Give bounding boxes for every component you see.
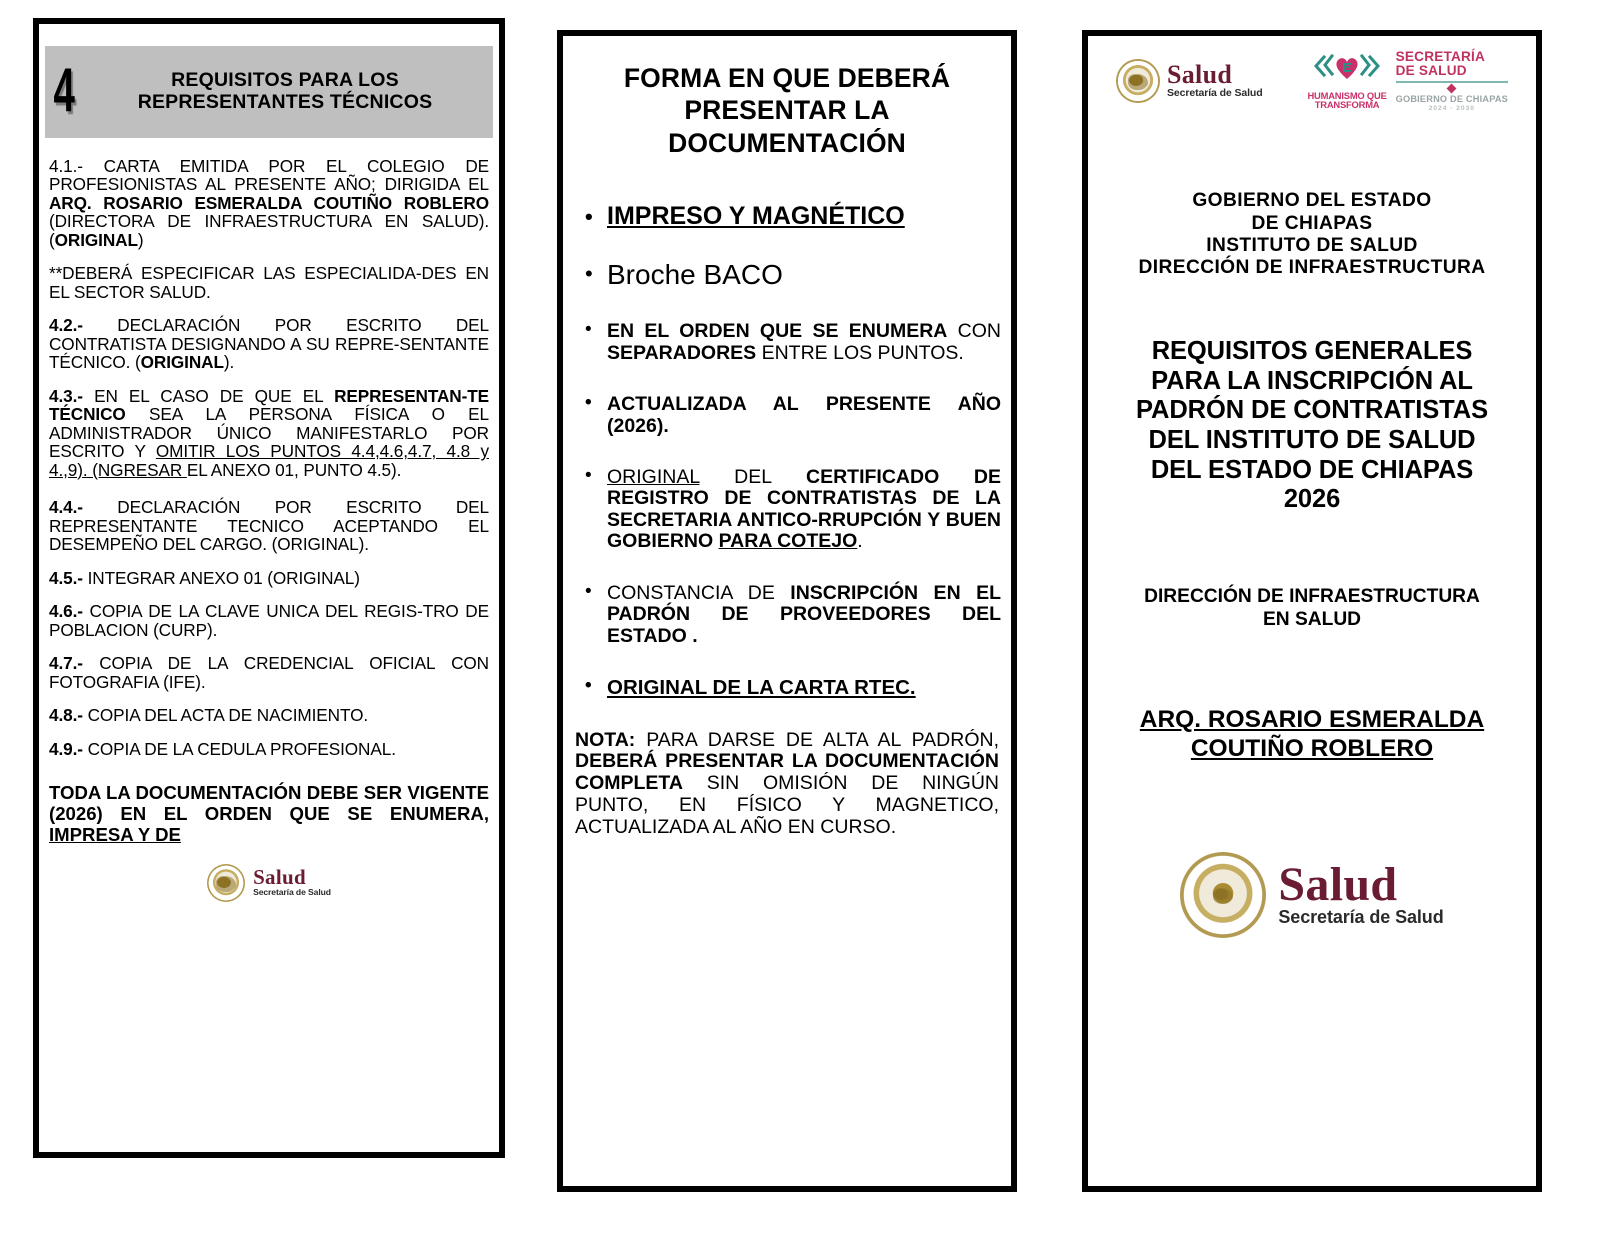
item-4-6-text: COPIA DE LA CLAVE UNICA DEL REGIS-TRO DE POBLACION (CURP). <box>49 601 489 640</box>
mexican-eagle-emblem-icon <box>1180 852 1266 938</box>
nota-label: NOTA: <box>575 728 636 751</box>
org-line-1: GOBIERNO DEL ESTADO <box>1192 190 1432 212</box>
bullet-original-carta-rtec: • ORIGINAL DE LA CARTA RTEC. <box>573 677 1001 700</box>
bullet-para-cotejo: PARA COTEJO <box>718 530 858 553</box>
item-4-1-original: ORIGINAL <box>54 229 138 250</box>
bullet-orden-bold-a: EN EL ORDEN QUE SE ENUMERA <box>607 320 948 343</box>
nota-text-bold: DEBERÁ PRESENTAR LA DOCUMENTACIÓN COMPLETA <box>575 750 999 795</box>
item-4-8 <box>49 706 489 724</box>
bullet-orden-enumera <box>573 321 1001 364</box>
panel-2-title <box>589 62 985 159</box>
brochure-main-title <box>1102 337 1522 514</box>
bullet-constancia-bold: INSCRIPCIÓN EN EL PADRÓN DE PROVEEDORES DEL ESTADO . <box>607 581 1001 647</box>
direccion-block <box>1112 585 1512 631</box>
section-header-4 <box>45 46 493 138</box>
panel-3-content <box>1088 36 1536 1186</box>
bullet-broche-baco: • Broche BACO <box>573 260 1001 291</box>
salud-wordmark: Salud <box>253 865 306 890</box>
mexican-eagle-emblem-icon <box>207 864 245 902</box>
closing-underlined: IMPRESA Y DE <box>49 823 181 845</box>
item-4-2-text-b: ). <box>223 352 235 373</box>
item-4-9-text: COPIA DE LA CEDULA PROFESIONAL. <box>82 738 396 759</box>
chiapas-heart-icon <box>1312 53 1382 89</box>
panel-portada <box>1082 30 1542 1192</box>
item-4-4-text: DECLARACIÓN POR ESCRITO DEL REPRESENTANTE TECNICO ACEPTANDO EL DESEMPEÑO DEL CARGO. (ORIGINAL). <box>49 497 489 555</box>
panel-1-content <box>39 24 499 1152</box>
org-line-3: INSTITUTO DE SALUD <box>1206 234 1418 256</box>
org-line-2: DE CHIAPAS <box>1251 212 1373 234</box>
bullet-original-word: ORIGINAL <box>607 466 700 489</box>
salud-logo-text <box>253 865 331 898</box>
humanismo-text <box>1307 91 1386 110</box>
bullet-constancia-padron <box>573 583 1001 647</box>
item-4-5 <box>49 569 489 587</box>
main-title-year: 2026 <box>1283 485 1341 514</box>
secretaria-line-2: DE SALUD <box>1395 63 1467 79</box>
salud-subtitle: Secretaría de Salud <box>253 887 331 898</box>
diamond-dot-icon <box>1447 84 1457 94</box>
item-4-2-number: 4.2.- <box>49 315 83 336</box>
item-4-6-number: 4.6.- <box>49 601 83 622</box>
salud-wordmark: Salud <box>1278 857 1398 911</box>
bullet-orden-tail: ENTRE LOS PUNTOS. <box>756 341 964 364</box>
bullet-orden-separadores: SEPARADORES <box>607 341 757 364</box>
item-4-5-number: 4.5.- <box>49 567 83 588</box>
secretaria-salud-chiapas-text <box>1396 50 1508 112</box>
item-4-1-name: ARQ. ROSARIO ESMERALDA COUTIÑO ROBLERO <box>49 192 489 213</box>
item-4-9-number: 4.9.- <box>49 738 83 759</box>
main-title-line-5: DEL ESTADO DE CHIAPAS <box>1150 455 1474 484</box>
bullet-original-certificado <box>573 467 1001 553</box>
salud-logo-header <box>1116 59 1263 103</box>
salud-subtitle: Secretaría de Salud <box>1167 86 1263 99</box>
item-4-2-original: ORIGINAL <box>140 352 224 373</box>
item-4-3-rep-tecnico: REPRESENTAN-TE TÉCNICO <box>49 385 489 425</box>
note-especialidades: **DEBERÁ ESPECIFICAR LAS ESPECIALIDA-DES EN EL SECTOR SALUD. <box>49 263 489 302</box>
item-4-3-text-a: EN EL CASO DE QUE EL <box>82 385 335 406</box>
header-logos <box>1098 36 1526 112</box>
main-title-line-2: PARA LA INSCRIPCIÓN AL <box>1151 366 1473 395</box>
nota-block <box>575 730 999 839</box>
bullet-constancia-text: CONSTANCIA DE <box>607 581 791 604</box>
chiapas-logo-header <box>1307 50 1508 112</box>
nota-text-a: PARA DARSE DE ALTA AL PADRÓN, <box>635 728 999 751</box>
item-4-5-text: INTEGRAR ANEXO 01 (ORIGINAL) <box>82 567 360 588</box>
years-range: 2024 - 2030 <box>1428 105 1475 113</box>
direccion-line-2: EN SALUD <box>1262 608 1362 630</box>
direccion-line-1: DIRECCIÓN DE INFRAESTRUCTURA <box>1144 585 1480 607</box>
director-name-line-2: COUTIÑO ROBLERO <box>1190 735 1434 763</box>
salud-subtitle: Secretaría de Salud <box>1278 906 1444 927</box>
panel-2-content <box>563 36 1011 1186</box>
item-4-2-text-a: DECLARACIÓN POR ESCRITO DEL CONTRATISTA DESIGNANDO A SU REPRE-SENTANTE TÉCNICO. ( <box>49 315 489 373</box>
main-title-line-4: DEL INSTITUTO DE SALUD <box>1148 426 1476 455</box>
mexican-eagle-emblem-icon <box>1116 59 1160 103</box>
section-title-line-2: REPRESENTANTES TÉCNICOS <box>137 91 433 113</box>
item-4-3-text-b: SEA LA PERSONA FÍSICA O EL ADMINISTRADOR ÚNICO MANIFESTARLO POR ESCRITO Y <box>49 404 489 462</box>
main-title-line-3: PADRÓN DE CONTRATISTAS <box>1136 396 1488 425</box>
salud-logo-text <box>1278 857 1444 927</box>
panel-requisitos-representantes-tecnicos <box>33 18 505 1158</box>
secretaria-line-1: SECRETARÍA <box>1395 49 1485 64</box>
main-title-line-1: REQUISITOS GENERALES <box>1151 337 1473 366</box>
organization-block <box>1104 190 1520 279</box>
item-4-3 <box>49 387 489 479</box>
item-4-1-text-c: ) <box>137 229 144 250</box>
humanismo-line-2: TRANSFORMA <box>1314 99 1380 111</box>
item-4-3-underlined: OMITIR LOS PUNTOS 4.4,4.6,4.7, 4.8 y 4.,9). (NGRESAR <box>49 441 489 480</box>
item-4-1 <box>49 157 489 249</box>
section-number: 4 <box>53 55 74 125</box>
bullet-original-period: . <box>857 530 863 553</box>
closing-text: TODA LA DOCUMENTACIÓN DEBE SER VIGENTE (2026) EN EL ORDEN QUE SE ENUMERA, <box>49 782 489 824</box>
item-4-3-text-c: EL ANEXO 01, PUNTO 4.5). <box>186 459 402 480</box>
item-4-7-text: COPIA DE LA CREDENCIAL OFICIAL CON FOTOGRAFIA (IFE). <box>49 653 489 692</box>
item-4-9 <box>49 740 489 758</box>
requirements-list <box>573 203 1001 700</box>
director-name-line-1: ARQ. ROSARIO ESMERALDA <box>1139 705 1485 733</box>
closing-statement <box>49 783 489 845</box>
panel-2-title-line-3: DOCUMENTACIÓN <box>668 127 906 158</box>
item-4-4-number: 4.4.- <box>49 497 83 518</box>
section-title <box>101 69 487 113</box>
item-4-4 <box>49 498 489 553</box>
director-name-block <box>1108 705 1516 764</box>
item-4-6 <box>49 602 489 639</box>
bullet-orden-con: CON <box>947 320 1001 343</box>
item-4-8-text: COPIA DEL ACTA DE NACIMIENTO. <box>82 705 369 726</box>
humanismo-que-transforma-logo <box>1307 53 1386 110</box>
bullet-impreso-magnetico: • IMPRESO Y MAGNÉTICO <box>573 203 1001 231</box>
bullet-certificado-bold: CERTIFICADO DE REGISTRO DE CONTRATISTAS DE LA SECRETARIA ANTICO-RRUPCIÓN Y BUEN GOBIERNO <box>607 466 1002 553</box>
item-4-1-text-b: (DIRECTORA DE INFRAESTRUCTURA EN SALUD). ( <box>49 211 489 250</box>
panel-2-title-line-1: FORMA EN QUE DEBERÁ <box>623 63 951 93</box>
salud-wordmark: Salud <box>1167 60 1233 89</box>
gobierno-chiapas-text: GOBIERNO DE CHIAPAS <box>1395 94 1508 105</box>
bullet-original-del: DEL <box>699 466 807 489</box>
salud-logo-footer <box>1098 852 1526 938</box>
item-4-7-number: 4.7.- <box>49 653 83 674</box>
panel-2-title-line-2: PRESENTAR LA <box>684 95 890 126</box>
bullet-actualizada-2026: • ACTUALIZADA AL PRESENTE AÑO (2026). <box>573 394 1001 437</box>
humanismo-line-1: HUMANISMO QUE <box>1307 89 1387 101</box>
salud-logo-text <box>1167 60 1263 99</box>
org-line-4: DIRECCIÓN DE INFRAESTRUCTURA <box>1138 257 1486 279</box>
item-4-8-number: 4.8.- <box>49 705 83 726</box>
salud-logo-panel-1 <box>49 864 489 902</box>
section-title-line-1: REQUISITOS PARA LOS <box>171 68 399 91</box>
item-4-1-text-a: 4.1.- CARTA EMITIDA POR EL COLEGIO DE PROFESIONISTAS AL PRESENTE AÑO; DIRIGIDA EL <box>49 156 489 195</box>
item-4-3-number: 4.3.- <box>49 385 83 406</box>
item-4-2 <box>49 316 489 371</box>
panel-forma-presentacion <box>557 30 1017 1192</box>
nota-text-c: SIN OMISIÓN DE NINGÚN PUNTO, EN FÍSICO Y MAGNETICO, ACTUALIZADA AL AÑO EN CURSO. <box>575 772 999 838</box>
item-4-7 <box>49 654 489 691</box>
